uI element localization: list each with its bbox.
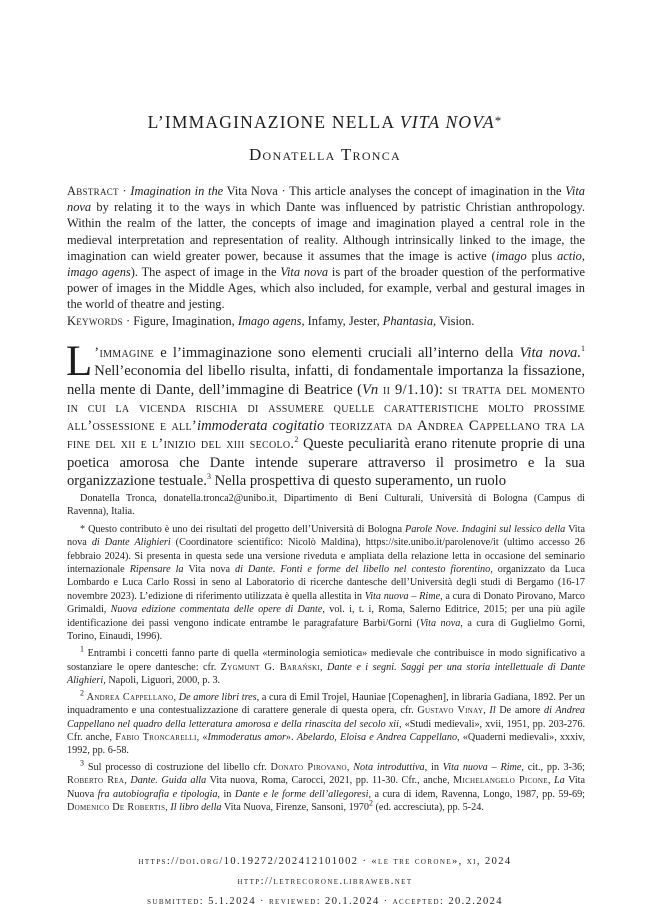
footnote-ref[interactable]: 1: [581, 344, 585, 354]
footnote-text: Fabio Troncarelli: [115, 731, 197, 743]
footnote-text: fra autobiografia e tipologia: [97, 788, 218, 800]
footnote-text: ,: [124, 775, 131, 787]
abstract-label: Abstract: [67, 184, 119, 198]
footnote-text: Vita nova: [183, 564, 236, 576]
footnote-text: Nuova edizione commentata delle opere di Dante: [110, 604, 323, 616]
body-text-span: e l’immaginazione sono elementi cruciali all’interno della: [154, 345, 520, 361]
footnote-text: Roberto Rea: [67, 775, 125, 787]
article-title: [0, 112, 650, 133]
abstract-text: plus: [526, 248, 558, 263]
footnote-text: , a cura di Emil Trojel, Hauniae [Copenaghen], in libraria Gadiana, 1892. Per un inquadramento e una contestualizzazione di carattere generale di questa opera, cfr.: [67, 691, 586, 717]
footnote-text: di Dante Alighieri: [91, 537, 171, 549]
drop-cap: L: [66, 338, 93, 385]
footnote-1: [67, 647, 585, 687]
keyword: , Vision.: [433, 314, 475, 328]
footnote-text: Vita nova: [419, 617, 461, 629]
abstract-sep2: ·: [277, 184, 290, 198]
abstract-text: This article analyses the concept of imagination in the: [289, 184, 566, 198]
footnote-text: Vita nuova: [206, 775, 255, 787]
body-text-span: Vn: [362, 381, 379, 398]
keywords-sep: ·: [122, 314, 134, 328]
footnote-text: ,: [173, 691, 179, 703]
abstract-text: imago agens: [67, 265, 131, 280]
footnote-text: Il libro della: [170, 801, 222, 813]
footnote-text: Sul processo di costruzione del libello cfr.: [84, 761, 271, 773]
footnote-text: Entrambi i concetti fanno parte di quella «terminologia semiotica» medievale che contribuisce in modo significativo a sostanziare le opere dantesche: cfr.: [67, 648, 585, 673]
body-text-span: ’immagine: [94, 345, 155, 361]
footer-doi[interactable]: https://doi.org/10.19272/202412101002 · «le tre corone», xi, 2024: [138, 856, 512, 867]
footnote-text: La: [553, 775, 565, 787]
body-text-span: Nella prospettiva di questo superamento, un ruolo: [210, 473, 506, 490]
footnote-text: , «: [196, 731, 208, 743]
footnote-text: ,: [547, 775, 554, 787]
footnote-text: , Firenze, Sansoni, 1970: [270, 801, 369, 813]
footer-url[interactable]: http://letrecorone.libraweb.net: [237, 876, 413, 887]
abstract-text: Vita nova: [67, 184, 585, 215]
footnote-text: di Dante. Fonti e forme del libello nel contesto fiorentino: [235, 564, 491, 576]
footnote-ref[interactable]: 3: [206, 472, 211, 482]
footer-dates: submitted: 5.1.2024 · reviewed: 20.1.2024 · accepted: 20.2.2024: [147, 896, 503, 907]
title-star: *: [494, 113, 503, 128]
body-text: [66, 338, 585, 490]
footnote-text: , in: [424, 761, 443, 773]
abstract-text: Vita nova: [280, 265, 329, 280]
footnote-2: [67, 688, 586, 758]
footnote-text: , Napoli, Liguori, 2000, p. 3.: [103, 675, 221, 687]
footnote-ref[interactable]: 2: [294, 435, 299, 445]
footnote-mark: *: [80, 523, 86, 535]
footnote-text: Questo contributo è uno dei risultati del progetto dell’Università di Bologna: [85, 523, 405, 535]
footnote-text: Donato Pirovano: [270, 761, 347, 773]
article-author: Donatella Tronca: [248, 145, 402, 164]
footnote-text: Ripensare la: [129, 564, 184, 576]
abstract-text: ). The aspect of image in the: [130, 265, 281, 280]
body-text-span: immoderata cogitatio: [197, 418, 325, 435]
footnote-text: (ed. accresciuta), pp. 5-24.: [372, 801, 484, 813]
abstract-sep: ·: [118, 184, 131, 198]
footnote-text: Dante e le forme dell’allegoresi: [234, 788, 369, 800]
footnote-mark: 1: [80, 645, 84, 655]
keyword: , Infamy, Jester,: [301, 314, 383, 328]
title-italic: VITA NOVA: [399, 112, 495, 132]
abstract-text: is part of the broader question of the performative power of images in the Middle Ages, which also included, for example, verbal and gestural images in the world of theatre and jesting.: [67, 265, 585, 312]
footnote-text: Dante e i segni. Saggi per una storia intellettuale di Dante Alighieri: [67, 661, 585, 687]
abstract-text: ,: [581, 248, 585, 263]
abstract-text: imago: [495, 248, 527, 263]
footnote-text: , a cura di idem, Ravenna, Longo, 1987, pp. 59-69;: [368, 788, 586, 800]
footnote-text: ,: [320, 661, 328, 673]
footnotes: [67, 492, 585, 814]
keyword: Figure, Imagination,: [133, 314, 238, 328]
abstract-title-rest: Vita Nova: [223, 184, 278, 198]
footnote-text: , cit., pp. 3-36;: [521, 761, 585, 773]
abstract-text: by relating it to the ways in which Dante was influenced by patristic Christian anthropology. Within the realm of the latter, the concepts of image and imagination played a central role in the medieval interpretation and representation of reality. Although intrinsically linked to the image, the imagination can wield greater power, because it assumes that the image is active (: [67, 200, 585, 263]
footnote-text: ,: [483, 705, 490, 717]
footnote-3: [67, 758, 586, 815]
footnote-text: Dante. Guida alla: [130, 775, 207, 787]
keyword: Imago agens: [237, 314, 302, 328]
keyword: Phantasia: [382, 314, 434, 328]
footnote-text: , «Studi medievali», xvii, 1951, pp. 203-276. Cfr. anche,: [67, 718, 585, 743]
footnote-text: , organizzato da Luca Lombardo e Luca Carlo Rossi in seno al Laboratorio di ricerche dantesche dell’Università degli studi di Bergamo (16-17 novembre 2023). L’edizione di riferimento utilizzata è quella allestita in: [67, 564, 586, 602]
footnote-text: Vita nuova – Rime: [364, 590, 441, 602]
footnote-text: , Roma, Carocci, 2021, pp. 11-30. Cfr., anche,: [254, 775, 454, 787]
footnote-text: Parole Nove. Indagini sul lessico della: [404, 523, 566, 535]
footnote-text: Zygmunt G. Barański: [220, 661, 321, 673]
body-text-span: Nell’economia del libello risulta, infatti, di fondamentale importanza la fissazione, nella mente di Dante, dell’immagine di Beatrice (: [67, 363, 585, 398]
body-text-span: Queste peculiarità erano ritenute proprie di una poetica amorosa che Dante intende superare attraverso il prosimetro e la sua organizzazione testuale.: [67, 436, 585, 490]
abstract-title: Imagination in the: [130, 184, 224, 198]
footnote-text: Andrea Cappellano: [86, 691, 174, 703]
footnote-text: ,: [346, 761, 354, 773]
keywords-label: Keywords: [67, 314, 123, 328]
body-text-span: teorizzata da Andrea Cappellano tra la fine del xii e l’inizio del xiii secolo.: [67, 418, 585, 453]
footnote-star: [67, 523, 585, 644]
footnote-text: , vol. i, t. i, Roma, Salerno Editrice, 2015; per una più agile identificazione dei passi vengono indicate entrambe le paragrafature Barbi/Gorni (: [67, 604, 586, 629]
footnote-text: (Coordinatore scientifico: Nicolò Maldina), https://site.unibo.it/parolenove/it (ultimo accesso 26 febbraio 2024). Si presenta in questa sede una versione riveduta e ampliata della relazione letta in occasione del seminario internazionale: [67, 537, 585, 576]
footnote-text: Gustavo Vinay: [417, 705, 484, 717]
abstract: [67, 183, 585, 313]
footnote-text: , in: [217, 788, 235, 800]
footnote-text: De amore: [495, 705, 544, 717]
footnote-text: Vita nuova – Rime: [442, 761, 522, 773]
footnote-text: 2: [368, 798, 373, 808]
footnote-mark: 2: [80, 688, 84, 698]
footnote-text: Vita Nuova: [221, 801, 271, 813]
footnote-text: , a cura di Donato Pirovano, Marco Grimaldi,: [67, 590, 585, 616]
footnote-text: Nota introduttiva: [353, 761, 425, 773]
footnote-text: Il: [489, 705, 496, 717]
footnote-text: Vita Nuova: [67, 775, 586, 800]
keywords: [67, 313, 585, 329]
abstract-text: actio: [557, 248, 582, 263]
footnote-text: ,: [165, 801, 171, 813]
title-text: L’IMMAGINAZIONE NELLA: [147, 112, 395, 132]
author-affiliation: Donatella Tronca, donatella.tronca2@unibo.it, Dipartimento di Beni Culturali, Università di Bologna (Campus di Ravenna), Italia.: [67, 493, 585, 518]
footnote-text: Vita nova: [67, 523, 585, 549]
footnote-text: , «Quaderni medievali», xxxiv, 1992, pp. 6-58.: [67, 731, 586, 757]
body-text-span: ii 9/1.10): si tratta del momento in cui la vicenda rischia di assumere quelle caratteristiche molto prossime all’ossessione e all’: [67, 381, 585, 435]
footnote-text: , a cura di Guglielmo Gorni, Torino, Einaudi, 1996).: [67, 617, 586, 643]
footnote-text: Abelardo, Eloisa e Andrea Cappellano: [296, 731, 458, 743]
footnote-mark: 3: [80, 758, 84, 768]
footnote-text: Immoderatus amor: [207, 731, 286, 743]
footnote-text: De amore libri tres: [178, 691, 257, 703]
body-text-span: Vita nova.: [519, 345, 581, 361]
footnote-text: ».: [285, 731, 297, 743]
footnote-text: Domenico De Robertis: [67, 801, 166, 813]
footnote-text: di Andrea Cappellano nel quadro della letteratura amorosa e della rinascita del secolo xii: [67, 705, 586, 730]
footnote-text: Michelangelo Picone: [453, 775, 548, 787]
